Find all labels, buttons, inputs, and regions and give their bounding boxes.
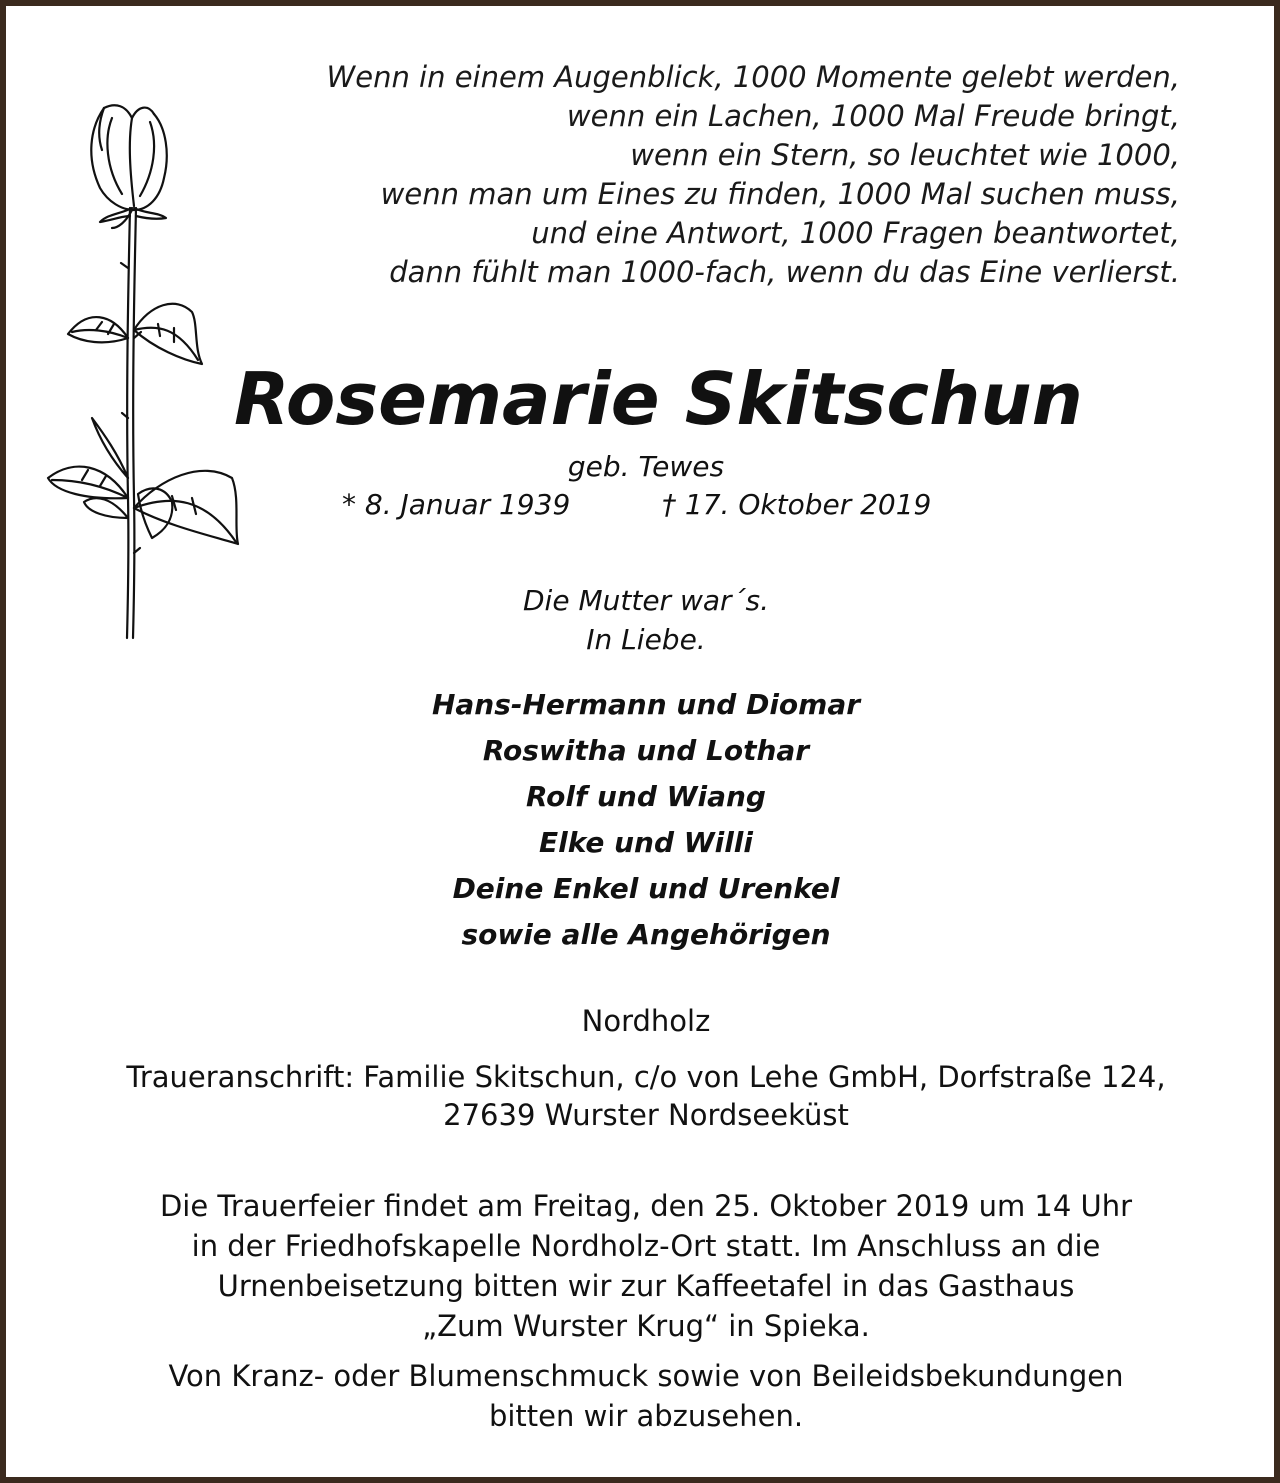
poem-line: dann fühlt man 1000-fach, wenn du das Eine verlierst. xyxy=(389,255,1180,289)
poem-line: und eine Antwort, 1000 Fragen beantwortet, xyxy=(531,216,1180,250)
birth-name: geb. Tewes xyxy=(567,450,725,483)
deceased-name: Rosemarie Skitschun xyxy=(234,357,1083,441)
service-line: Die Trauerfeier findet am Freitag, den 25. Oktober 2019 um 14 Uhr xyxy=(159,1189,1133,1223)
mourner-line: Roswitha und Lothar xyxy=(482,734,810,767)
service-line: „Zum Wurster Krug“ in Spieka. xyxy=(422,1309,870,1343)
mourning-address xyxy=(6,1058,1280,1134)
rose-icon xyxy=(42,98,242,643)
address-line: Traueranschrift: Familie Skitschun, c/o von Lehe GmbH, Dorfstraße 124, xyxy=(126,1060,1166,1094)
mourner-line: Deine Enkel und Urenkel xyxy=(452,872,840,905)
mourner-line: Elke und Willi xyxy=(538,826,754,859)
poem-line: wenn ein Stern, so leuchtet wie 1000, xyxy=(630,138,1180,172)
birth-date: * 8. Januar 1939 xyxy=(342,488,571,521)
request-line: Von Kranz- oder Blumenschmuck sowie von Beileidsbekundungen xyxy=(168,1359,1124,1393)
place-name: Nordholz xyxy=(581,1004,711,1038)
service-line: in der Friedhofskapelle Nordholz-Ort statt. Im Anschluss an die xyxy=(191,1229,1101,1263)
tribute-line: In Liebe. xyxy=(586,623,706,656)
mourner-line: Hans-Hermann und Diomar xyxy=(431,688,861,721)
mourner-line: sowie alle Angehörigen xyxy=(461,918,831,951)
tribute-text xyxy=(6,581,1280,659)
mourner-line: Rolf und Wiang xyxy=(526,780,766,813)
condolence-request xyxy=(6,1356,1280,1436)
poem-line: wenn man um Eines zu finden, 1000 Mal suchen muss, xyxy=(380,177,1180,211)
mourners-list xyxy=(6,682,1280,958)
poem-line: wenn ein Lachen, 1000 Mal Freude bringt, xyxy=(566,99,1180,133)
memorial-poem xyxy=(180,58,1180,292)
tribute-line: Die Mutter war´s. xyxy=(522,584,770,617)
death-date: † 17. Oktober 2019 xyxy=(662,488,932,521)
poem-line: Wenn in einem Augenblick, 1000 Momente gelebt werden, xyxy=(326,60,1180,94)
request-line: bitten wir abzusehen. xyxy=(488,1399,804,1433)
service-line: Urnenbeisetzung bitten wir zur Kaffeetafel in das Gasthaus xyxy=(217,1269,1075,1303)
address-line: 27639 Wurster Nordseeküst xyxy=(443,1098,849,1132)
funeral-service-info xyxy=(6,1186,1280,1346)
